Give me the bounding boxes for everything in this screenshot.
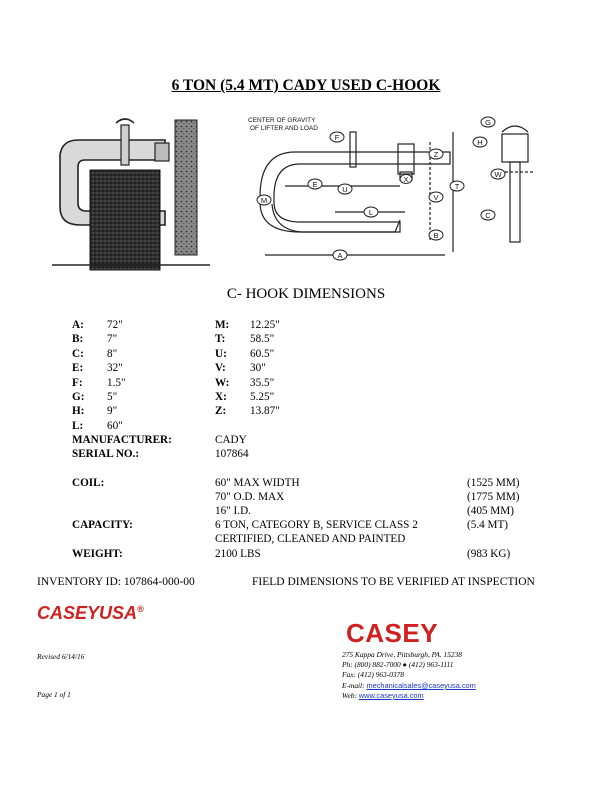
dimensions-left	[72, 318, 192, 433]
dimension-value: 72"	[107, 319, 123, 331]
dimension-row	[72, 376, 192, 390]
svg-text:G: G	[485, 118, 491, 127]
svg-text:Z: Z	[433, 150, 439, 159]
svg-text:V: V	[433, 193, 439, 202]
dimension-row	[72, 390, 192, 404]
label-c	[481, 210, 495, 220]
weight-value: 2100 LBS	[215, 548, 261, 560]
weight-metric: (983 KG)	[467, 548, 511, 560]
label-h	[473, 137, 487, 147]
label-v	[429, 192, 443, 202]
dimension-row	[215, 347, 335, 361]
dimension-key: H:	[72, 405, 85, 418]
email-line: E-mail: mechanicalsales@caseyusa.com	[342, 681, 476, 690]
dimension-value: 30"	[250, 362, 266, 375]
address: 275 Kappa Drive, Pittsburgh, PA. 15238	[342, 650, 462, 659]
coil-metric-3: (405 MM)	[467, 505, 514, 517]
label-t	[450, 181, 464, 191]
coil-line-1: 60" MAX WIDTH	[215, 477, 300, 489]
dimension-value: 1.5"	[107, 376, 126, 389]
cg-note-line1: CENTER OF GRAVITY	[248, 117, 316, 124]
dimension-key: C:	[72, 347, 84, 360]
dimension-key: X:	[215, 390, 227, 403]
dimension-row	[215, 318, 335, 332]
dimension-row	[72, 332, 192, 346]
revised-date: Revised 6/14/16	[37, 652, 85, 661]
label-e	[308, 179, 322, 189]
svg-text:M: M	[260, 196, 268, 205]
dimension-key: W:	[215, 376, 230, 389]
svg-text:H: H	[477, 138, 483, 147]
label-w	[491, 169, 505, 179]
dimension-row	[72, 347, 192, 361]
dimension-row	[72, 419, 192, 433]
capacity-line-1: 6 TON, CATEGORY B, SERVICE CLASS 2	[215, 519, 418, 531]
capacity-line-2: CERTIFIED, CLEANED AND PAINTED	[215, 533, 406, 545]
label-u	[338, 184, 352, 194]
dimension-value: 32"	[107, 362, 123, 375]
field-note: FIELD DIMENSIONS TO BE VERIFIED AT INSPECTION	[252, 576, 535, 588]
dimensions-right	[215, 318, 335, 419]
dimension-value: 60"	[107, 419, 123, 432]
inventory-id: INVENTORY ID: 107864-000-00	[37, 576, 195, 588]
dimension-row	[215, 361, 335, 375]
dimension-value: 5"	[107, 390, 118, 403]
svg-text:U: U	[342, 185, 348, 194]
dimension-row	[215, 376, 335, 390]
label-a	[333, 250, 347, 260]
svg-text:E: E	[312, 180, 318, 189]
email-link[interactable]: mechanicalsales@caseyusa.com	[366, 681, 476, 690]
weight-label: WEIGHT:	[72, 548, 123, 560]
dimension-key: M:	[215, 319, 230, 331]
svg-text:X: X	[403, 175, 409, 184]
dimension-key: G:	[72, 390, 85, 403]
serial-value: 107864	[215, 448, 249, 460]
svg-text:F: F	[334, 133, 340, 142]
dimension-key: U:	[215, 347, 227, 360]
label-b	[429, 230, 443, 240]
dimension-key: V:	[215, 362, 226, 375]
dimension-row	[215, 390, 335, 404]
svg-text:A: A	[337, 251, 343, 260]
dimension-value: 9"	[107, 405, 118, 418]
label-z	[429, 149, 443, 159]
dimension-row	[72, 404, 192, 418]
casey-logo: CASEY	[346, 618, 439, 648]
svg-text:L: L	[368, 208, 374, 217]
coil-label: COIL:	[72, 477, 105, 489]
svg-text:B: B	[433, 231, 439, 240]
dimension-key: A:	[72, 319, 84, 331]
label-x	[400, 175, 412, 185]
dimension-value: 13.87"	[250, 405, 280, 418]
c-hook-photo	[50, 115, 215, 275]
dimension-key: F:	[72, 376, 83, 389]
fax: Fax: (412) 963-0378	[342, 670, 404, 679]
coil-line-2: 70" O.D. MAX	[215, 491, 285, 503]
manufacturer-value: CADY	[215, 434, 247, 446]
svg-text:W: W	[494, 170, 502, 179]
dimension-value: 5.25"	[250, 390, 275, 403]
page-number: Page 1 of 1	[37, 690, 71, 699]
dimension-value: 35.5"	[250, 376, 275, 389]
capacity-metric: (5.4 MT)	[467, 519, 509, 531]
svg-text:T: T	[454, 182, 460, 191]
coil-line-3: 16" I.D.	[215, 505, 251, 517]
dimension-row	[215, 332, 335, 346]
label-f	[330, 132, 344, 142]
dimension-value: 58.5"	[250, 333, 275, 346]
label-m	[257, 195, 271, 205]
section-heading: C- HOOK DIMENSIONS	[226, 286, 386, 302]
dimension-key: T:	[215, 333, 226, 346]
coil-metric-1: (1525 MM)	[467, 477, 520, 489]
dimension-row	[72, 318, 192, 332]
dimension-row	[72, 361, 192, 375]
page-title: 6 TON (5.4 MT) CADY USED C-HOOK	[171, 77, 441, 94]
manufacturer-label: MANUFACTURER:	[72, 434, 172, 446]
dimension-value: 7"	[107, 333, 118, 346]
coil-metric-2: (1775 MM)	[467, 491, 520, 503]
cg-note-line2: OF LIFTER AND LOAD	[250, 125, 318, 132]
label-g	[481, 117, 495, 127]
dimension-value: 8"	[107, 347, 118, 360]
dimension-key: Z:	[215, 405, 227, 418]
svg-text:C: C	[485, 211, 491, 220]
web-line: Web: www.caseyusa.com	[342, 691, 424, 700]
dimension-key: L:	[72, 419, 84, 432]
caseyusa-logo: CASEYUSA®	[37, 603, 144, 623]
capacity-label: CAPACITY:	[72, 519, 133, 531]
dimension-value: 12.25"	[250, 319, 280, 331]
dimension-value: 60.5"	[250, 347, 275, 360]
dimension-key: E:	[72, 362, 84, 375]
label-l	[364, 207, 378, 217]
dimension-key: B:	[72, 333, 84, 346]
phone: Ph: (800) 882-7000 ● (412) 963-1111	[342, 660, 454, 669]
serial-label: SERIAL NO.:	[72, 448, 140, 460]
web-link[interactable]: www.caseyusa.com	[358, 691, 424, 700]
c-hook-dimension-drawing	[240, 112, 540, 270]
dimension-row	[215, 404, 335, 418]
